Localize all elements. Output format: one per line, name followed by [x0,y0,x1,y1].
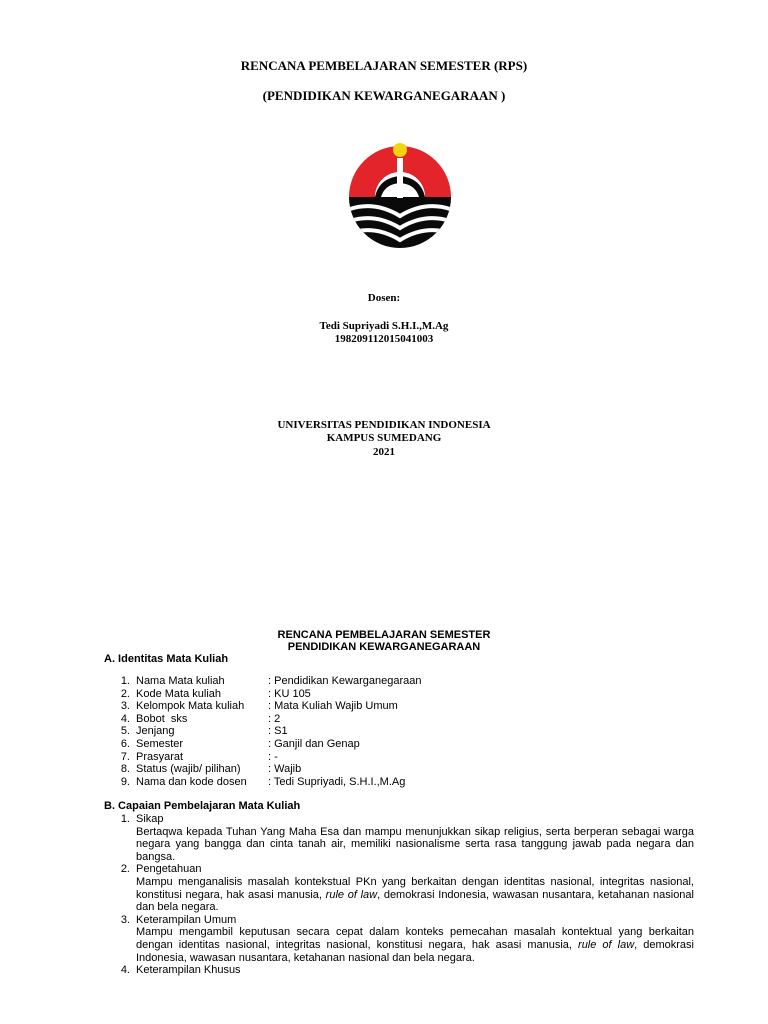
cover-title: RENCANA PEMBELAJARAN SEMESTER (RPS) [240,58,528,73]
identity-number: 3. [120,700,130,713]
capaian-number: 1. [120,813,130,825]
identity-value: : Tedi Supriyadi, S.H.I.,M.Ag [268,775,406,788]
cover-subtitle: (PENDIDIKAN KEWARGANEGARAAN ) [262,88,506,103]
dosen-name: Tedi Supriyadi S.H.I.,M.Ag [319,320,449,332]
identity-number: 4. [120,712,130,725]
capaian-heading: Keterampilan Khusus [136,964,241,977]
identity-value: : Ganjil dan Genap [268,737,360,750]
identity-number: 8. [120,763,130,776]
identity-row [116,700,422,713]
identity-number: 9. [120,775,130,788]
page2-title: RENCANA PEMBELAJARAN SEMESTER [277,629,491,641]
identity-value: : KU 105 [268,687,311,700]
dosen-nip: 198209112015041003 [334,333,434,345]
capaian-number: 2. [120,863,130,876]
identity-value: : Mata Kuliah Wajib Umum [268,700,398,713]
identity-value: : - [268,750,278,763]
section-a-heading: A. Identitas Mata Kuliah [104,653,229,665]
identity-number: 1. [120,675,130,687]
capaian-heading: Keterampilan Umum [136,913,237,926]
identity-row [116,675,422,688]
identity-row [116,751,422,764]
identity-row [116,738,422,751]
identity-row [116,763,422,776]
capaian-list [116,813,694,977]
identity-label: Bobot sks [136,712,188,725]
university-name: UNIVERSITAS PENDIDIKAN INDONESIA [277,419,491,431]
identity-number: 7. [120,750,130,763]
capaian-item [116,964,694,977]
identity-label: Kelompok Mata kuliah [136,700,245,713]
identity-value: : Wajib [268,763,302,776]
capaian-text: Bertaqwa kepada Tuhan Yang Maha Esa dan mampu menunjukkan sikap religius, serta berperan sebagai warga negara yang bangga dan cinta tanah air, memiliki nasionalisme serta rasa tanggung jawab pada negara dan bangsa. [136,825,694,863]
capaian-number: 3. [120,913,130,926]
identity-label: Semester [136,737,184,750]
section-b-heading: B. Capaian Pembelajaran Mata Kuliah [104,800,301,812]
identity-label: Jenjang [136,725,175,738]
capaian-description [136,826,694,864]
capaian-item [116,813,694,863]
upi-emblem-logo [339,136,461,258]
capaian-description [136,926,694,964]
identity-label: Nama dan kode dosen [136,775,247,788]
capaian-heading: Sikap [136,813,164,825]
identity-value: : S1 [268,725,288,738]
page2-subtitle: PENDIDIKAN KEWARGANEGARAAN [287,641,481,653]
capaian-number: 4. [120,964,130,977]
capaian-text: Mampu menganalisis masalah kontekstual PKn yang berkaitan dengan identitas nasional, integritas nasional, konstitusi negara, hak asasi manusia, [136,875,694,901]
identity-label: Kode Mata kuliah [136,687,221,700]
identity-number: 6. [120,737,130,750]
identity-value: : 2 [268,712,281,725]
identity-label: Nama Mata kuliah [136,675,225,687]
identity-label: Prasyarat [136,750,184,763]
capaian-italic: rule of law [325,888,378,901]
capaian-text: Mampu mengambil keputusan secara cepat dalam konteks pemecahan masalah kontektual yang berkaitan dengan identitas nasional, integritas nasional, konstitusi negara, hak asasi manusia, [136,926,694,951]
identity-row [116,713,422,726]
dosen-label: Dosen: [367,292,401,304]
identity-number: 2. [120,687,130,700]
campus-name: KAMPUS SUMEDANG [326,432,442,444]
capaian-text-tail: , demokrasi Indonesia, wawasan nusantara, ketahanan nasional dan bela negara. [136,938,694,964]
identity-row [116,725,422,738]
identity-row [116,776,422,789]
identity-row [116,688,422,701]
capaian-heading: Pengetahuan [136,863,202,876]
capaian-italic: rule of law [578,938,635,951]
capaian-text-tail: , demokrasi Indonesia, wawasan nusantara, ketahanan nasional dan bela negara. [136,888,694,914]
identity-value: : Pendidikan Kewarganegaraan [268,675,422,687]
identity-number: 5. [120,725,130,738]
identity-list [116,675,422,788]
capaian-description [136,876,694,914]
capaian-item [116,914,694,964]
identity-label: Status (wajib/ pilihan) [136,763,241,776]
upi-emblem-logo-graphic [339,136,461,258]
cover-year: 2021 [373,446,395,458]
capaian-item [116,863,694,913]
